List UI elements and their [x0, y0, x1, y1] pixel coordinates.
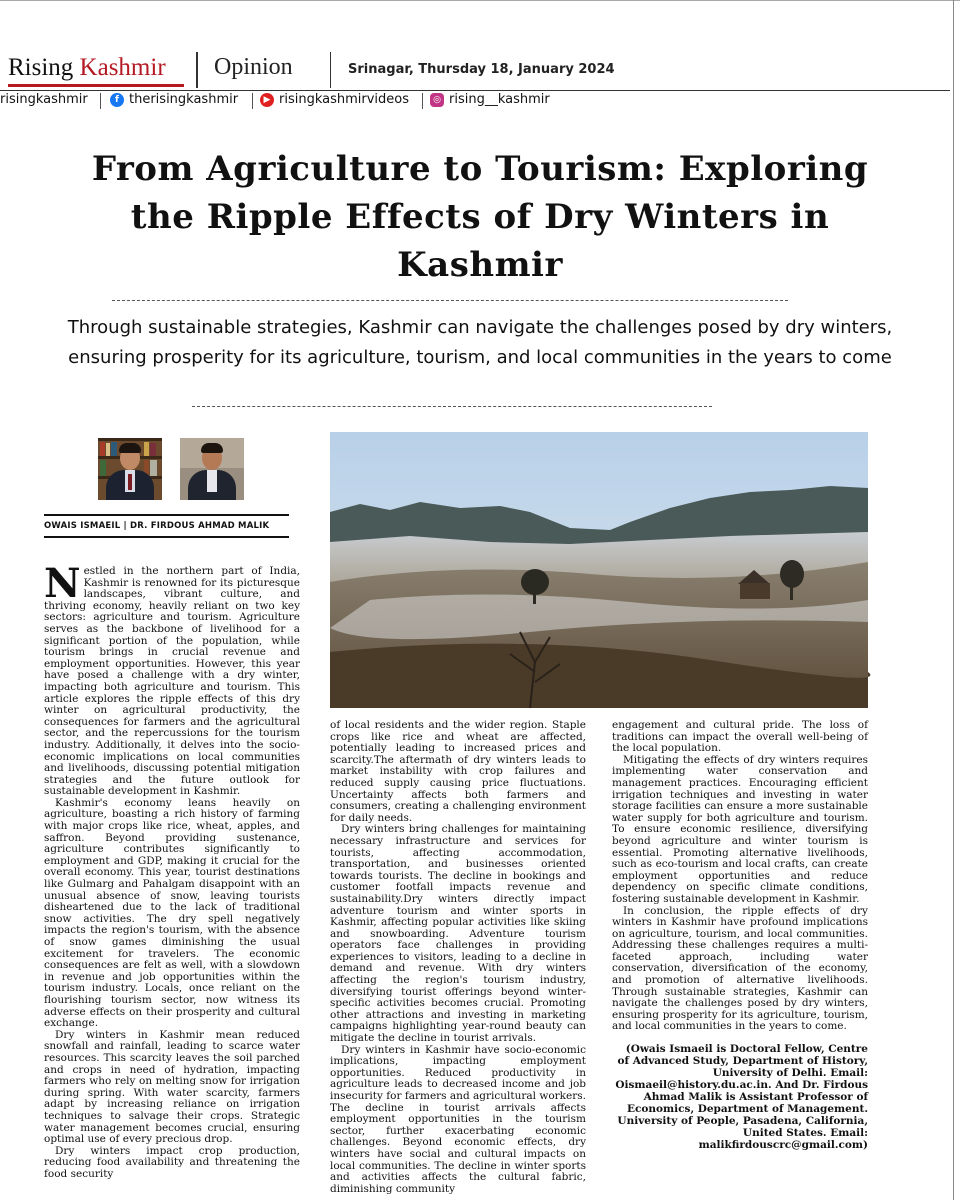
tie	[128, 474, 132, 490]
facebook-icon: f	[110, 93, 124, 107]
article-paragraph: of local residents and the wider region. Staple crops like rice and wheat are affected, potentially leading to increased prices and scarcity.The aftermath of dry winters leads to market instability with crop failures and reduced supply causing price fluctuations. Uncertainty affects both farmers and consumers, creating a challenging environment for daily needs.	[330, 719, 586, 824]
brand-underline	[8, 84, 184, 87]
social-handle: rising__kashmir	[449, 92, 550, 107]
article-paragraph: Kashmir's economy leans heavily on agriculture, boasting a rich history of farming with major crops like rice, wheat, apples, and saffron. Beyond providing sustenance, agriculture contributes significantly to employment and GDP, making it crucial for the overall economy. This year, tourist destinations like Gulmarg and Pahalgam disappoint with an unusual absence of snow, leaving tourists disheartened due to the lack of traditional snow activities. The dry spell negatively impacts the region's tourism, with the absence of snow games diminishing the usual excitement for travelers. The economic consequences are felt as well, with a slowdown in revenue and job opportunities within the tourism industry. Locals, once reliant on the flourishing tourism sector, now witness its adverse effects on their prosperity and cultural exchange.	[44, 796, 300, 1030]
masthead	[0, 50, 960, 90]
article-column-2	[330, 719, 586, 1195]
byline-rule	[44, 536, 289, 538]
social-handle: therisingkashmir	[129, 92, 239, 107]
masthead-divider	[330, 52, 331, 88]
shirt	[207, 470, 217, 492]
page-right-edge	[953, 0, 954, 1200]
paragraph-text: estled in the northern part of India, Kashmir is renowned for its picturesque landscapes, vibrant culture, and thriving economy, heavily reliant on two key sectors: agriculture and tourism. Agriculture serves as the backbone of livelihood for a significant portion of the population, while tourism brings in crucial revenue and employment opportunities. However, this year have posed a challenge with a dry winter, impacting both agriculture and tourism. This article explores the ripple effects of this dry winter on agricultural productivity, the consequences for farmers and the agricultural sector, and the repercussions for the tourism industry. Additionally, it delves into the socio-economic implications on local communities and livelihoods, discussing potential mitigation strategies and the future outlook for sustainable development in Kashmir.	[44, 565, 300, 798]
drop-cap: N	[44, 560, 81, 607]
social-handle: risingkashmir	[0, 92, 88, 107]
hair	[119, 443, 141, 453]
brand-word-2: Kashmir	[79, 54, 166, 81]
dateline: Srinagar, Thursday 18, January 2024	[348, 62, 615, 77]
article-paragraph	[44, 560, 300, 798]
youtube-icon: ▶	[260, 93, 274, 107]
article-paragraph: In conclusion, the ripple effects of dry winters in Kashmir have profound implications on agriculture, tourism, and local communities. Addressing these challenges requires a multi-faceted approach, including water conservation, diversification of the economy, and promotion of alternative livelihoods. Through sustainable strategies, Kashmir can navigate the challenges posed by dry winters, ensuring prosperity for its agriculture, tourism, and local communities in the years to come.	[612, 904, 868, 1033]
social-divider	[100, 93, 101, 109]
instagram-icon: ◎	[430, 93, 444, 107]
deck-rule	[192, 406, 712, 407]
article-byline: OWAIS ISMAEIL | DR. FIRDOUS AHMAD MALIK	[44, 521, 270, 531]
page-top-edge	[0, 0, 960, 1]
brand-logo[interactable]	[8, 54, 166, 82]
social-link-youtube[interactable]	[260, 92, 409, 107]
social-handle: risingkashmirvideos	[279, 92, 410, 107]
headline-rule	[112, 300, 788, 301]
article-paragraph: Mitigating the effects of dry winters requires implementing water conservation and management practices. Encouraging efficient irrigation techniques and investing in water storage facilities can ensure a more sustainable water supply for both agriculture and tourism. To ensure economic resilience, diversifying beyond agriculture and winter tourism is essential. Promoting alternative livelihoods, such as eco-tourism and local crafts, can create employment opportunities and reduce dependency on specific climate conditions, fostering sustainable development in Kashmir.	[612, 753, 868, 905]
article-headline: From Agriculture to Tourism: Exploring the Ripple Effects of Dry Winters in Kashmir	[91, 149, 869, 285]
section-label: Opinion	[214, 54, 293, 80]
author-bio: (Owais Ismaeil is Doctoral Fellow, Centre of Advanced Study, Department of History, University of Delhi. Email: Oismaeil@history.du.ac.in. And Dr. Firdous Ahmad Malik is Assistant Professor of Economics, Department of Management. University of People, Pasadena, California, United States. Email: malikfirdouscrc@gmail.com)	[615, 1043, 868, 1152]
article-paragraph: Dry winters bring challenges for maintaining necessary infrastructure and services for tourists, affecting accommodation, transportation, and businesses oriented towards tourists. The decline in bookings and customer footfall impacts revenue and sustainability.Dry winters directly impact adventure tourism and winter sports in Kashmir, affecting popular activities like skiing and snowboarding. Adventure tourism operators face challenges in providing experiences to visitors, leading to a decline in demand and revenue. With dry winters affecting the region's tourism industry, diversifying tourist offerings beyond winter-specific activities becomes crucial. Promoting other attractions and investing in marketing campaigns highlighting year-round beauty can mitigate the decline in tourist arrivals.	[330, 823, 586, 1045]
byline-rule	[44, 514, 289, 516]
brand-word-1: Rising	[8, 54, 74, 81]
article-column-1	[44, 560, 300, 1180]
author-photo-firdous	[180, 438, 244, 500]
social-divider	[422, 93, 423, 109]
author-photo-owais	[98, 438, 162, 500]
article-paragraph: engagement and cultural pride. The loss of traditions can impact the overall well-being of the local population.	[612, 719, 868, 755]
masthead-divider	[196, 52, 198, 88]
article-column-3	[612, 720, 868, 1162]
article-paragraph: Dry winters impact crop production, reducing food availability and threatening the food security	[44, 1144, 300, 1180]
social-link-x[interactable]	[0, 92, 88, 107]
hero-photo-kashmir-landscape	[330, 432, 868, 708]
hair	[201, 443, 223, 453]
article-paragraph: Dry winters in Kashmir have socio-economic implications, impacting employment opportunities. Reduced productivity in agriculture leads to decreased income and job insecurity for farmers and agricultural workers. The decline in tourist arrivals affects employment opportunities in the tourism sector, further exacerbating economic challenges. Beyond economic effects, dry winters have social and cultural impacts on local communities. The decline in winter sports and activities affects the cultural fabric, diminishing community	[330, 1043, 586, 1195]
landscape-illustration	[330, 432, 868, 708]
article-paragraph: Dry winters in Kashmir mean reduced snowfall and rainfall, leading to scarce water resources. This scarcity leaves the soil parched and crops in need of hydration, impacting farmers who rely on melting snow for irrigation during spring. With water scarcity, farmers adapt by increasing reliance on irrigation techniques to salvage their crops. Strategic water management becomes crucial, ensuring optimal use of every precious drop.	[44, 1028, 300, 1146]
social-link-instagram[interactable]	[430, 92, 550, 107]
social-divider	[252, 93, 253, 109]
social-bar	[0, 90, 950, 110]
article-deck: Through sustainable strategies, Kashmir can navigate the challenges posed by dry winters, ensuring prosperity for its agriculture, tourism, and local communities in the years to come	[67, 317, 893, 368]
social-link-facebook[interactable]	[110, 92, 238, 107]
